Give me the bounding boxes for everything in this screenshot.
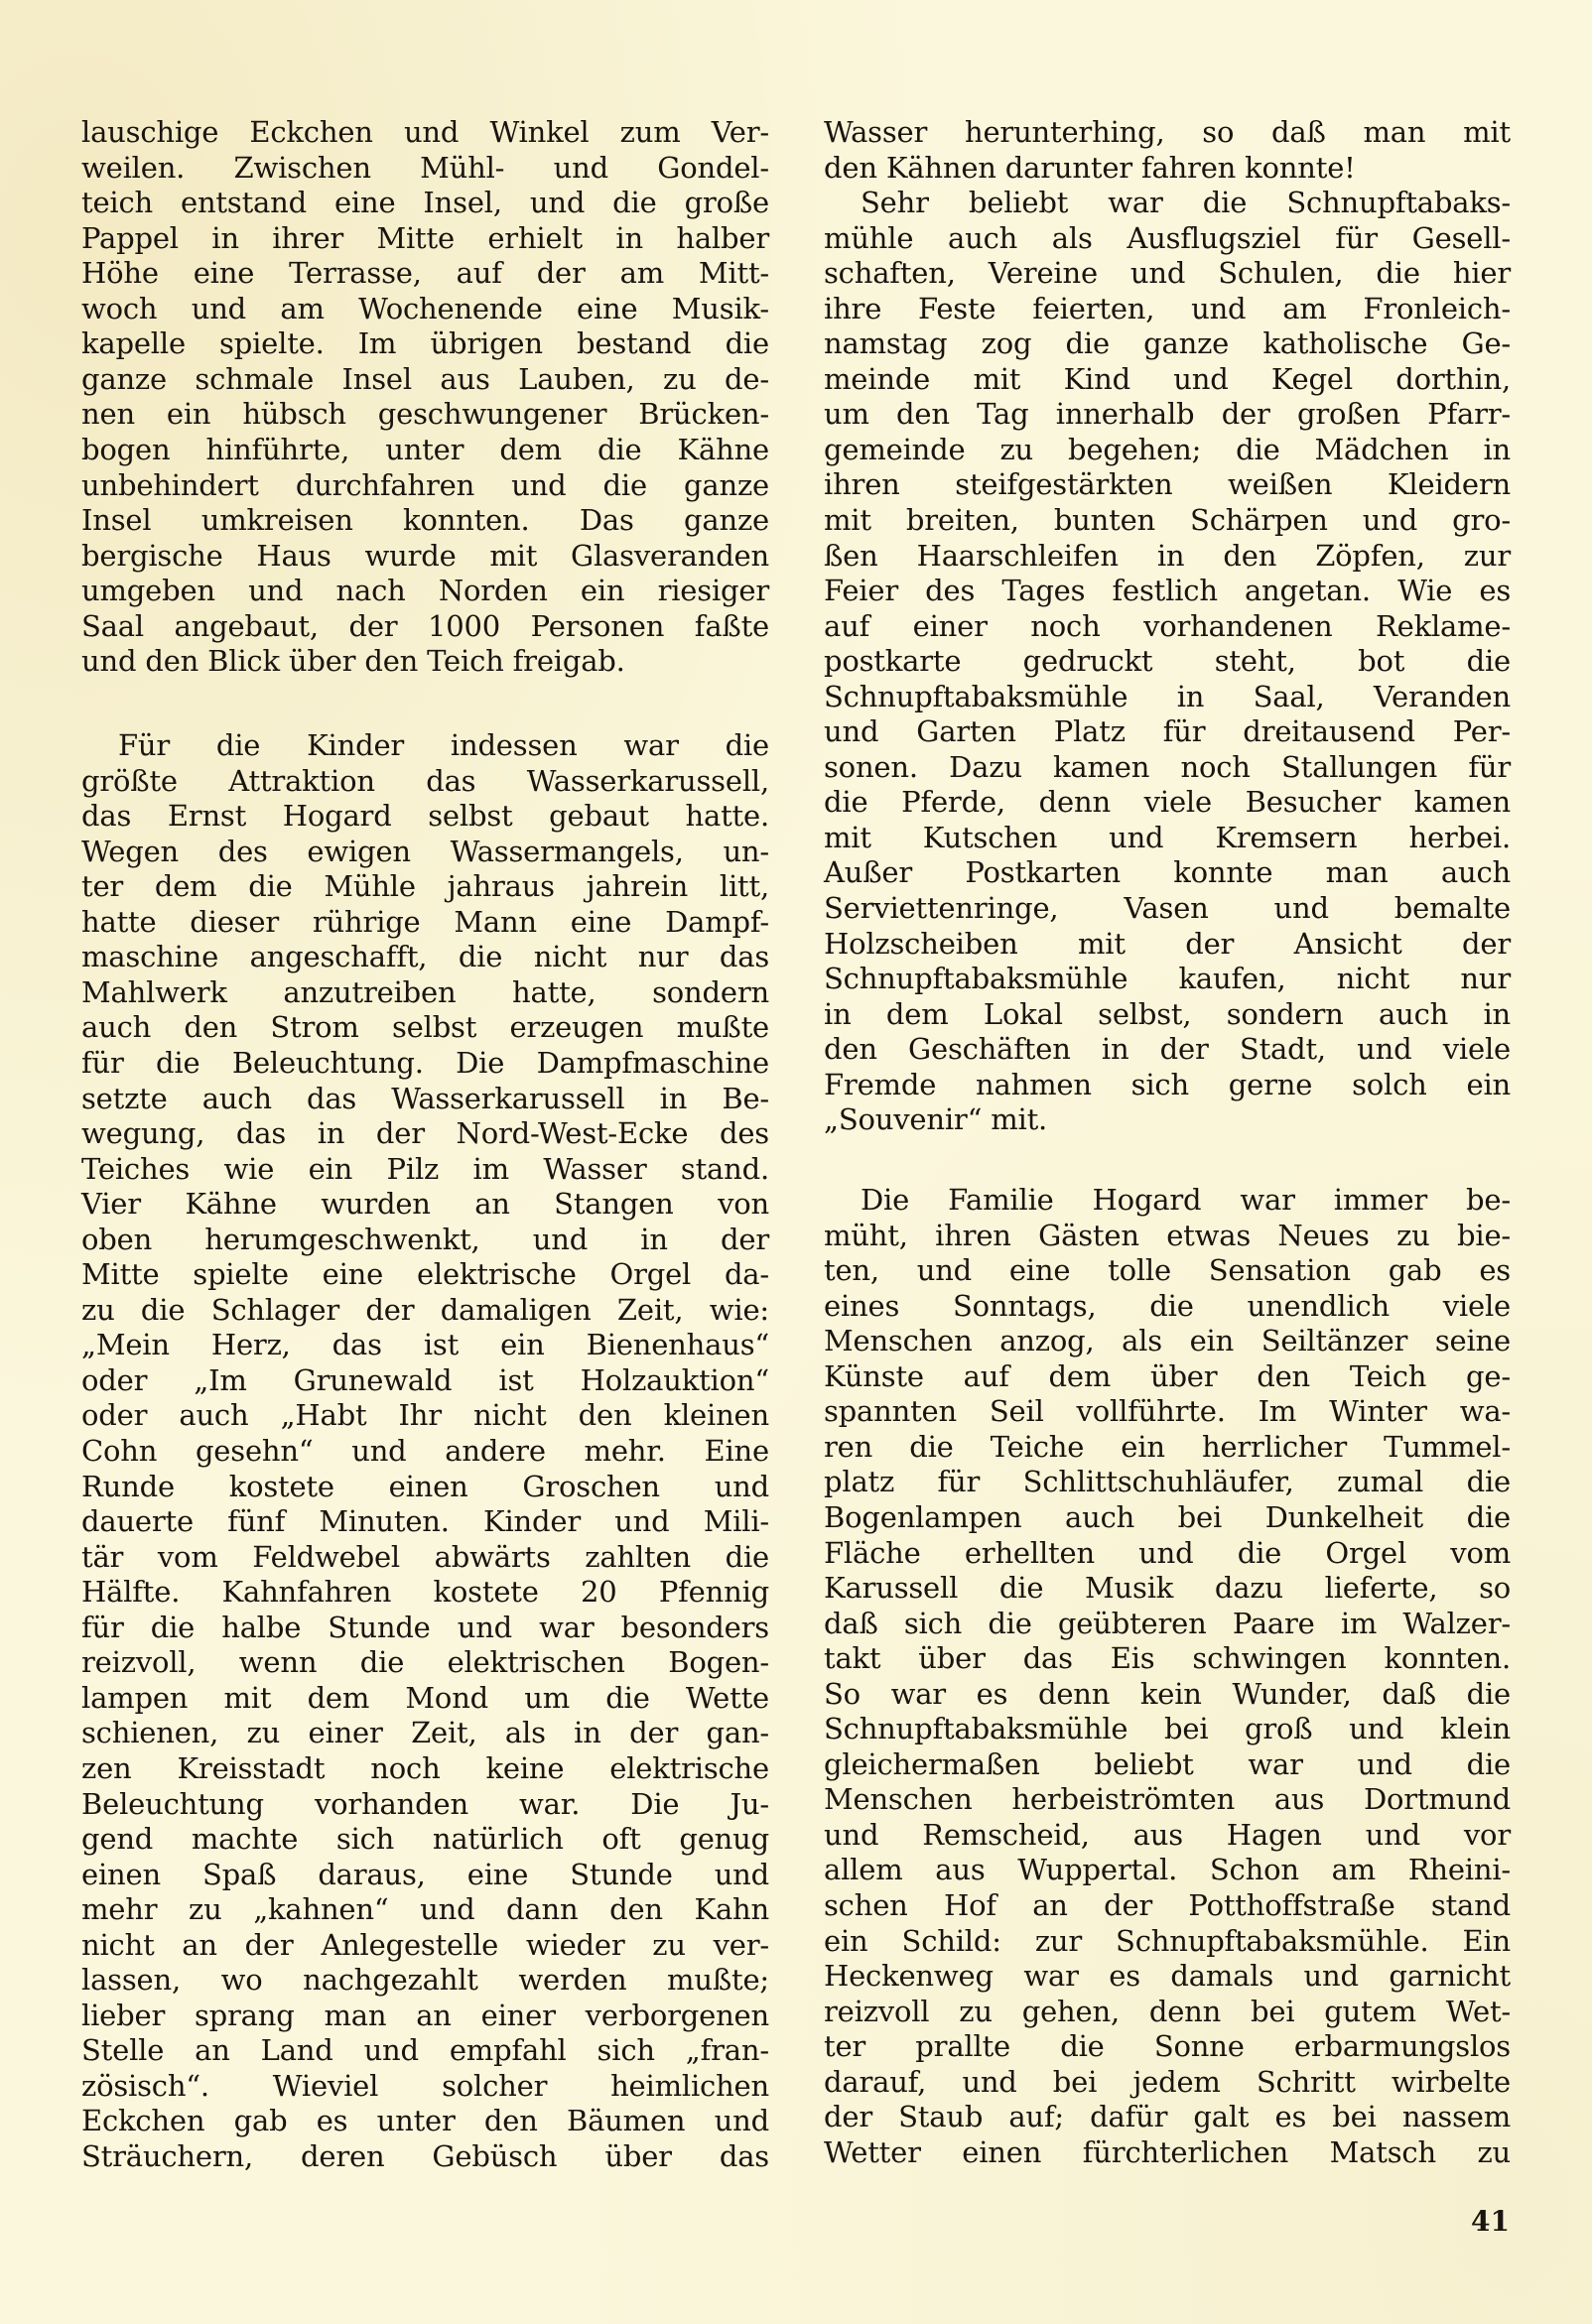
text-line: sonen. Dazu kamen noch Stallungen für [824,749,1512,784]
text-line: Pappel in ihrer Mitte erhielt in halber [81,220,769,255]
text-line: So war es denn kein Wunder, daß die [824,1676,1512,1711]
text-line: nen ein hübsch geschwungener Brücken- [81,397,769,432]
text-line: meinde mit Kind und Kegel dorthin, [824,361,1511,396]
text-line: den Kähnen darunter fahren konnte! [824,150,1356,185]
text-line: Saal angebaut, der 1000 Personen faßte [81,608,770,643]
text-line: eines Sonntags, die unendlich viele [824,1288,1512,1323]
text-line: größte Attraktion das Wasserkarussell, [81,763,769,798]
text-line: Fremde nahmen sich gerne solch ein [824,1067,1511,1101]
text-line: Fläche erhellten und die Orgel vom [824,1535,1512,1570]
text-line: zu die Schlager der damaligen Zeit, wie: [81,1292,769,1327]
text-line: Vier Kähne wurden an Stangen von [81,1187,769,1222]
text-line: bergische Haus wurde mit Glasveranden [81,538,769,573]
text-line: der Staub auf; dafür galt es bei nassem [824,2100,1512,2134]
text-line: Teiches wie ein Pilz im Wasser stand. [81,1151,770,1186]
text-line: nicht an der Anlegestelle wieder zu ver- [81,1927,769,1962]
text-line: für die halbe Stunde und war besonders [81,1610,769,1644]
text-line: Höhe eine Terrasse, auf der am Mitt- [81,256,770,291]
text-line: Karussell die Musik dazu lieferte, so [824,1571,1512,1605]
text-line: Außer Postkarten konnte man auch [824,855,1511,890]
text-line: für die Beleuchtung. Die Dampfmaschine [81,1046,770,1080]
text-line: lieber sprang man an einer verborgenen [81,1998,769,2032]
text-line: Menschen herbeiströmten aus Dortmund [824,1782,1511,1817]
text-line: maschine angeschafft, die nicht nur das [81,940,769,974]
text-line: lassen, wo nachgezahlt werden mußte; [81,1963,769,1998]
text-line: Für die Kinder indessen war die [118,728,769,762]
text-line: Menschen anzog, als ein Seiltänzer seine [824,1324,1511,1358]
text-line: Runde kostete einen Groschen und [81,1469,770,1503]
text-line: spannten Seil vollführte. Im Winter wa- [824,1394,1512,1429]
text-line: Mitte spielte eine elektrische Orgel da- [81,1257,769,1292]
text-line: Wegen des ewigen Wassermangels, un- [81,834,769,868]
text-line: Bogenlampen auch bei Dunkelheit die [824,1500,1511,1534]
text-line: postkarte gedruckt steht, bot die [824,644,1511,679]
text-line: gemeinde zu begehen; die Mädchen in [824,432,1512,466]
text-line: ten, und eine tolle Sensation gab es [824,1253,1511,1288]
text-line: Sehr beliebt war die Schnupftabaks- [861,186,1512,219]
text-line: Heckenweg war es damals und garnicht [824,1959,1511,1994]
text-line: Stelle an Land und empfahl sich „fran- [81,2033,769,2068]
text-line: Holzscheiben mit der Ansicht der [824,926,1512,961]
text-line: Sträuchern, deren Gebüsch über das [81,2139,769,2173]
text-line: Hälfte. Kahnfahren kostete 20 Pfennig [81,1575,770,1610]
text-line: schaften, Vereine und Schulen, die hier [824,256,1512,291]
text-line: „Mein Herz, das ist ein Bienenhaus“ [81,1328,770,1362]
text-line: zösisch“. Wieviel solcher heimlichen [81,2068,769,2103]
text-line: ein Schild: zur Schnupftabaksmühle. Ein [824,1923,1511,1958]
text-line: wegung, das in der Nord-West-Ecke des [81,1116,769,1150]
text-line: und Remscheid, aus Hagen und vor [824,1817,1511,1852]
text-line: zen Kreisstadt noch keine elektrische [81,1750,769,1785]
text-line: die Pferde, denn viele Besucher kamen [824,785,1511,820]
text-line: mehr zu „kahnen“ und dann den Kahn [81,1892,770,1927]
text-line: ganze schmale Insel aus Lauben, zu de- [81,361,769,396]
text-line: kapelle spielte. Im übrigen bestand die [81,326,769,361]
text-line: in dem Lokal selbst, sondern auch in [824,996,1512,1031]
text-line: das Ernst Hogard selbst gebaut hatte. [81,799,769,834]
text-line: namstag zog die ganze katholische Ge- [824,326,1512,361]
text-line: Wasser herunterhing, so daß man mit [824,115,1511,149]
text-line: teich entstand eine Insel, und die große [81,186,769,220]
text-line: Schnupftabaksmühle bei groß und klein [824,1712,1511,1746]
text-line: Schnupftabaksmühle kaufen, nicht nur [824,962,1511,996]
text-line: müht, ihren Gästen etwas Neues zu bie- [824,1218,1512,1252]
text-line: ter dem die Mühle jahraus jahrein litt, [81,869,769,904]
text-line: ren die Teiche ein herrlicher Tummel- [824,1429,1511,1464]
text-line: hatte dieser rührige Mann eine Dampf- [81,904,769,939]
text-line: bogen hinführte, unter dem die Kähne [81,432,770,466]
text-line: Insel umkreisen konnten. Das ganze [81,503,769,537]
text-line: woch und am Wochenende eine Musik- [81,291,769,325]
text-line: allem aus Wuppertal. Schon am Rheini- [824,1853,1512,1887]
text-line: auch den Strom selbst erzeugen mußte [81,1010,770,1045]
text-line: takt über das Eis schwingen konnten. [824,1641,1512,1676]
text-line: reizvoll zu gehen, denn bei gutem Wet- [824,1994,1512,2028]
text-line: Wetter einen fürchterlichen Matsch zu [824,2134,1512,2169]
text-line: mühle auch als Ausflugsziel für Gesell- [824,220,1511,255]
text-line: mit Kutschen und Kremsern herbei. [824,820,1511,854]
text-line: Serviettenringe, Vasen und bemalte [824,891,1511,925]
text-line: lampen mit dem Mond um die Wette [81,1680,769,1715]
text-line: schen Hof an der Potthoffstraße stand [824,1888,1511,1922]
text-line: ihre Feste feierten, und am Fronleich- [824,291,1511,325]
text-line: und den Blick über den Teich freigab. [81,644,625,679]
text-line: Künste auf dem über den Teich ge- [824,1358,1511,1393]
text-line: dauerte fünf Minuten. Kinder und Mili- [81,1504,770,1539]
text-line: „Souvenir“ mit. [824,1102,1048,1137]
text-line: lauschige Eckchen und Winkel zum Ver- [81,115,770,149]
text-line: reizvoll, wenn die elektrischen Bogen- [81,1645,769,1680]
text-line: darauf, und bei jedem Schritt wirbelte [824,2064,1511,2099]
text-line: unbehindert durchfahren und die ganze [81,467,769,502]
text-line: ihren steifgestärkten weißen Kleidern [824,467,1511,502]
text-line: weilen. Zwischen Mühl- und Gondel- [81,150,769,185]
text-line: oben herumgeschwenkt, und in der [81,1222,769,1256]
text-line: um den Tag innerhalb der großen Pfarr- [824,397,1511,432]
text-line: ßen Haarschleifen in den Zöpfen, zur [824,538,1512,573]
page-number: 41 [1471,2205,1510,2238]
text-line: oder „Im Grunewald ist Holzauktion“ [81,1362,769,1397]
text-line: gleichermaßen beliebt war und die [824,1746,1512,1781]
text-line: gend machte sich natürlich oft genug [81,1822,769,1856]
text-line: und Garten Platz für dreitausend Per- [824,714,1512,749]
text-line: mit breiten, bunten Schärpen und gro- [824,502,1512,537]
text-line: setzte auch das Wasserkarussell in Be- [81,1081,770,1115]
text-line: auf einer noch vorhandenen Reklame- [824,608,1511,643]
text-line: Feier des Tages festlich angetan. Wie es [824,574,1512,607]
text-line: oder auch „Habt Ihr nicht den kleinen [81,1398,769,1433]
text-line: Die Familie Hogard war immer be- [861,1183,1511,1217]
text-line: Schnupftabaksmühle in Saal, Veranden [824,679,1511,713]
text-line: einen Spaß daraus, eine Stunde und [81,1857,770,1891]
text-line: daß sich die geübteren Paare im Walzer- [824,1606,1511,1640]
text-line: Beleuchtung vorhanden war. Die Ju- [81,1786,769,1821]
text-line: Eckchen gab es unter den Bäumen und [81,2104,769,2138]
text-line: Mahlwerk anzutreiben hatte, sondern [81,974,770,1009]
text-line: tär vom Feldwebel abwärts zahlten die [81,1539,769,1574]
text-line: umgeben und nach Norden ein riesiger [81,574,770,608]
text-line: den Geschäften in der Stadt, und viele [824,1032,1511,1067]
text-line: Cohn gesehn“ und andere mehr. Eine [81,1434,769,1468]
text-line: schienen, zu einer Zeit, als in der gan- [81,1716,770,1750]
text-line: platz für Schlittschuhläufer, zumal die [824,1465,1511,1499]
text-line: ter prallte die Sonne erbarmungslos [824,2029,1511,2064]
